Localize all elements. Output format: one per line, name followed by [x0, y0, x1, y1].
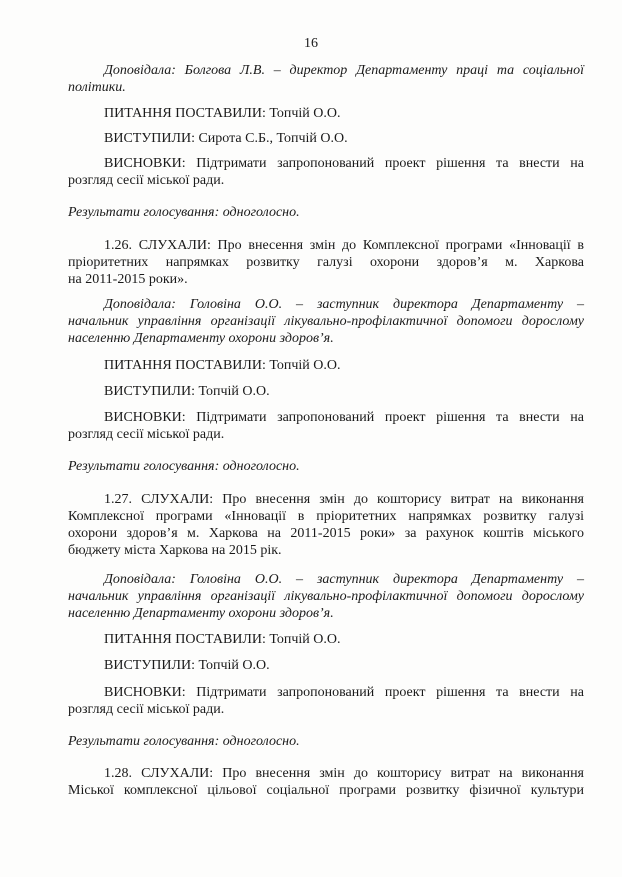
- speakers-line: ВИСТУПИЛИ: Сирота С.Б., Топчій О.О.: [104, 131, 348, 146]
- speaker-paragraph-bolhova: [68, 62, 584, 96]
- text-line: начальник управління організації лікувально-профілактичної допомоги дорослому: [68, 314, 584, 329]
- text-line: населенню Департаменту охорони здоров’я.: [68, 331, 334, 346]
- text-line: 1.27. СЛУХАЛИ: Про внесення змін до кошторису витрат на виконання: [104, 492, 584, 507]
- text-line: Доповідала: Болгова Л.В. – директор Департаменту праці та соціальної: [104, 63, 584, 78]
- text-line: пріоритетних напрямках розвитку галузі охорони здоров’я м. Харкова: [68, 255, 584, 270]
- voting-result-line: Результати голосування: одноголосно.: [68, 734, 300, 749]
- text-line: Доповідала: Головіна О.О. – заступник директора Департаменту –: [104, 297, 584, 312]
- text-line: розгляд сесії міської ради.: [68, 702, 225, 717]
- text-line: бюджету міста Харкова на 2015 рік.: [68, 543, 282, 558]
- text-line: Доповідала: Головіна О.О. – заступник директора Департаменту –: [104, 572, 584, 587]
- speaker-paragraph-holovina: [68, 571, 584, 622]
- text-line: Комплексної програми «Інновації в пріоритетних напрямках розвитку галузі: [68, 509, 584, 524]
- text-line: ВИСНОВКИ: Підтримати запропонований проект рішення та внести на: [104, 156, 584, 171]
- speaker-paragraph-holovina: [68, 296, 584, 347]
- text-line: 1.28. СЛУХАЛИ: Про внесення змін до кошторису витрат на виконання: [104, 766, 584, 781]
- text-line: ВИСНОВКИ: Підтримати запропонований проект рішення та внести на: [104, 685, 584, 700]
- item-1-27-paragraph: [68, 491, 584, 559]
- text-line: політики.: [68, 80, 126, 95]
- page-number: 16: [304, 36, 318, 51]
- speakers-line: ВИСТУПИЛИ: Топчій О.О.: [104, 384, 270, 399]
- voting-result-line: Результати голосування: одноголосно.: [68, 205, 300, 220]
- text-line: 1.26. СЛУХАЛИ: Про внесення змін до Комплексної програми «Інновації в: [104, 238, 584, 253]
- text-line: розгляд сесії міської ради.: [68, 173, 225, 188]
- text-line: ВИСНОВКИ: Підтримати запропонований проект рішення та внести на: [104, 410, 584, 425]
- item-1-26-paragraph: [68, 237, 584, 288]
- conclusions-paragraph: [68, 684, 584, 718]
- questions-raised-line: ПИТАННЯ ПОСТАВИЛИ: Топчій О.О.: [104, 106, 341, 121]
- questions-raised-line: ПИТАННЯ ПОСТАВИЛИ: Топчій О.О.: [104, 632, 341, 647]
- conclusions-paragraph: [68, 409, 584, 443]
- conclusions-paragraph: [68, 155, 584, 189]
- text-line: на 2011-2015 роки».: [68, 272, 188, 287]
- text-line: начальник управління організації лікувально-профілактичної допомоги дорослому: [68, 589, 584, 604]
- voting-result-line: Результати голосування: одноголосно.: [68, 459, 300, 474]
- speakers-line: ВИСТУПИЛИ: Топчій О.О.: [104, 658, 270, 673]
- text-line: розгляд сесії міської ради.: [68, 427, 225, 442]
- questions-raised-line: ПИТАННЯ ПОСТАВИЛИ: Топчій О.О.: [104, 358, 341, 373]
- text-line: Міської комплексної цільової соціальної програми розвитку фізичної культури: [68, 783, 584, 798]
- item-1-28-paragraph: [68, 765, 584, 799]
- text-line: охорони здоров’я м. Харкова на 2011-2015 роки» за рахунок коштів міського: [68, 526, 584, 541]
- text-line: населенню Департаменту охорони здоров’я.: [68, 606, 334, 621]
